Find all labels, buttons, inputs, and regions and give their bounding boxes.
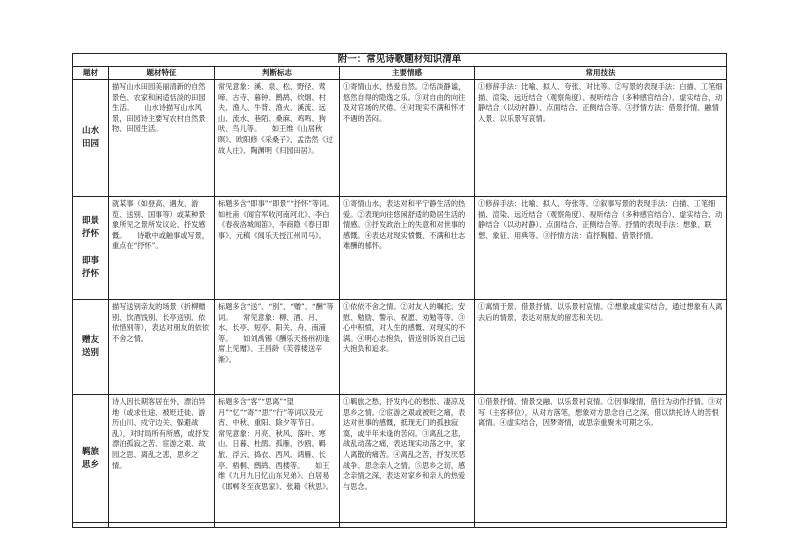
features-cell: 诗人因长期客居在外，漂泊异地（或求仕途、被贬迁徙、游历山川、戍守边关、躲避战乱），对时局所有所感，或抒发漂泊孤寂之苦、宦游之艰、故园之思、离乱之悲，思乡之情。 xyxy=(109,395,215,523)
emotions-cell: ①依依不舍之情。②对友人的嘱托、安慰、勉励、警示、祝愿、劝勉等等。③心中积愤，对人生的感慨、对现实的不满。④明心志抱负，借送别诉说自己远大抱负和追求。 xyxy=(340,300,475,395)
markers-cell: 常见意象：溪、泉、松、野径、莺啼、古寺、暮钟、鹧鸪、炊烟、村夫、渔人、牛背、渔火、溪流、远山、流水、巷陌、桑麻、鸡鸣、狗吠、鸟儿等。 如王维《山居秋暝》、欧阳修《采桑子》、孟浩然《过故人庄》、陶渊明《归园田居》。 xyxy=(215,80,340,197)
header-markers: 判断标志 xyxy=(215,67,340,80)
techniques-cell: ①寓情于景、借景抒情、以乐景衬哀情。②想象或虚实结合，通过想象有人离去后的情景，表达对朋友的留恋和关切。 xyxy=(475,300,727,395)
table-bottom-row xyxy=(73,523,727,528)
table-row xyxy=(73,395,727,523)
topic-cell: 羁旅 思乡 xyxy=(73,395,109,523)
features-cell: 就某事（如登高、遇友、游览、送别、国事等）或某种景象所见之景所发议论、抒发感慨。 诗歌中或触事或写景，重点在“抒怀”。 xyxy=(109,197,215,300)
topic-cell: 山水 田园 xyxy=(73,80,109,197)
techniques-cell: ①修辞手法：比喻、拟人、夸张等。②叙事写景的表现手法：白描、工笔细描、渲染、远近结合（观察角度）、视听结合（多种感官结合）、虚实结合、动静结合（以动衬静）、点面结合、正侧结合等。抒情的表现手法：想象、联想、象征、用典等。③抒情方法：直抒胸臆、借景抒情。 xyxy=(475,197,727,300)
table-row xyxy=(73,197,727,300)
markers-cell: 标题多含“即事”“即景”“抒怀”等词。 如杜甫《闻官军收河南河北》、李白《春夜洛城闻笛》、李商隐《春日即事》、元稹《闻乐天授江州司马》。 xyxy=(215,197,340,300)
table-title: 附一：常见诗歌题材知识清单 xyxy=(73,54,727,67)
emotions-cell: ①寄情山水，热爱自然。②恬淡静谧，悠然自得的隐逸之乐。③对自由的向往及对官场的厌倦。④对现实不满和怀才不遇的苦闷。 xyxy=(340,80,475,197)
header-topic: 题材 xyxy=(73,67,109,80)
features-cell: 描写送别亲友的场景（折柳赠别、饮酒饯别、长亭送别、依依惜别等），表达对朋友的依依不舍之情。 xyxy=(109,300,215,395)
markers-cell: 标题多含“送”、“别”、“赠”、“酬”等词。 常见意象：柳、酒、月、水、长亭、短亭、阳关、舟、南浦等。 如刘禹锡《酬乐天扬州初逢席上见赠》、王昌龄《芙蓉楼送辛渐》。 xyxy=(215,300,340,395)
topic-cell: 赠友 送别 xyxy=(73,300,109,395)
table-row xyxy=(73,80,727,197)
features-cell: 描写山水田园美丽清新的自然景色、农家和闲适恬淡的田园生活。 山水诗描写山水风景，田园诗主要写农村自然景物、田园生活。 xyxy=(109,80,215,197)
topic-knowledge-table xyxy=(72,53,727,528)
topic-cell: 即景 抒怀 即事 抒怀 xyxy=(73,197,109,300)
emotions-cell: ①寄情山水，表达对和平宁静生活的热爱。②表现向往悠闲舒适的隐居生活的情感。③抒发政治上的失意和对世事的感慨。④表达对现实愤慨、不满和壮志难酬的郁怀。 xyxy=(340,197,475,300)
header-emotions: 主要情感 xyxy=(340,67,475,80)
techniques-cell: ①修辞手法：比喻、拟人、夸张、对比等。②写景的表现手法：白描、工笔细描、渲染、远近结合（观察角度）、视听结合（多种感官结合）、虚实结合、动静结合（以动衬静）、点面结合、正侧结合等。③抒情方法：借景抒情、融情入景、以乐景写哀情。 xyxy=(475,80,727,197)
emotions-cell: ①羁旅之愁，抒发内心的愁怅、凄凉及思乡之情。②宦游之艰或被贬之痛，表达对世事的感慨，抵现无门的孤独寂寞，或半年未逢的苦闷。③离乱之悲，战乱动荡之痛，表达现实动荡之中，家人离散的痛苦。④离乱之苦，抒发厌恶战争、思念亲人之情。⑤思乡之切，感念亲情之深，表达对家乡和亲人的热爱与思念。 xyxy=(340,395,475,523)
table-row xyxy=(73,300,727,395)
header-features: 题材特征 xyxy=(109,67,215,80)
markers-cell: 标题多含“客”“思离”“望月”“忆”“寄”“思”“行”等词以及元宵、中秋、重阳、除夕等节日。 常见意象：月亮、秋风、落叶、寒山、日暮、杜鹃、孤雁、沙鸥、羁旅、浮云、捣衣、西风、鸿雁、长亭、梧桐、鹧鸪、西楼等。 如王维《九月九日忆山东兄弟》、白居易《邯郸冬至夜思家》、张籍《秋思》。 xyxy=(215,395,340,523)
techniques-cell: ①借景抒情、情景交融、以乐景衬哀情。②因事缘情，借行为动作抒情。③对写（主客移位），从对方落笔，想象对方思念自己之深，借以烘托诗人的苦恨离情。④虚实结合，因梦寄情，或思亲重聚未可期之乐。 xyxy=(475,395,727,523)
header-techniques: 常用技法 xyxy=(475,67,727,80)
